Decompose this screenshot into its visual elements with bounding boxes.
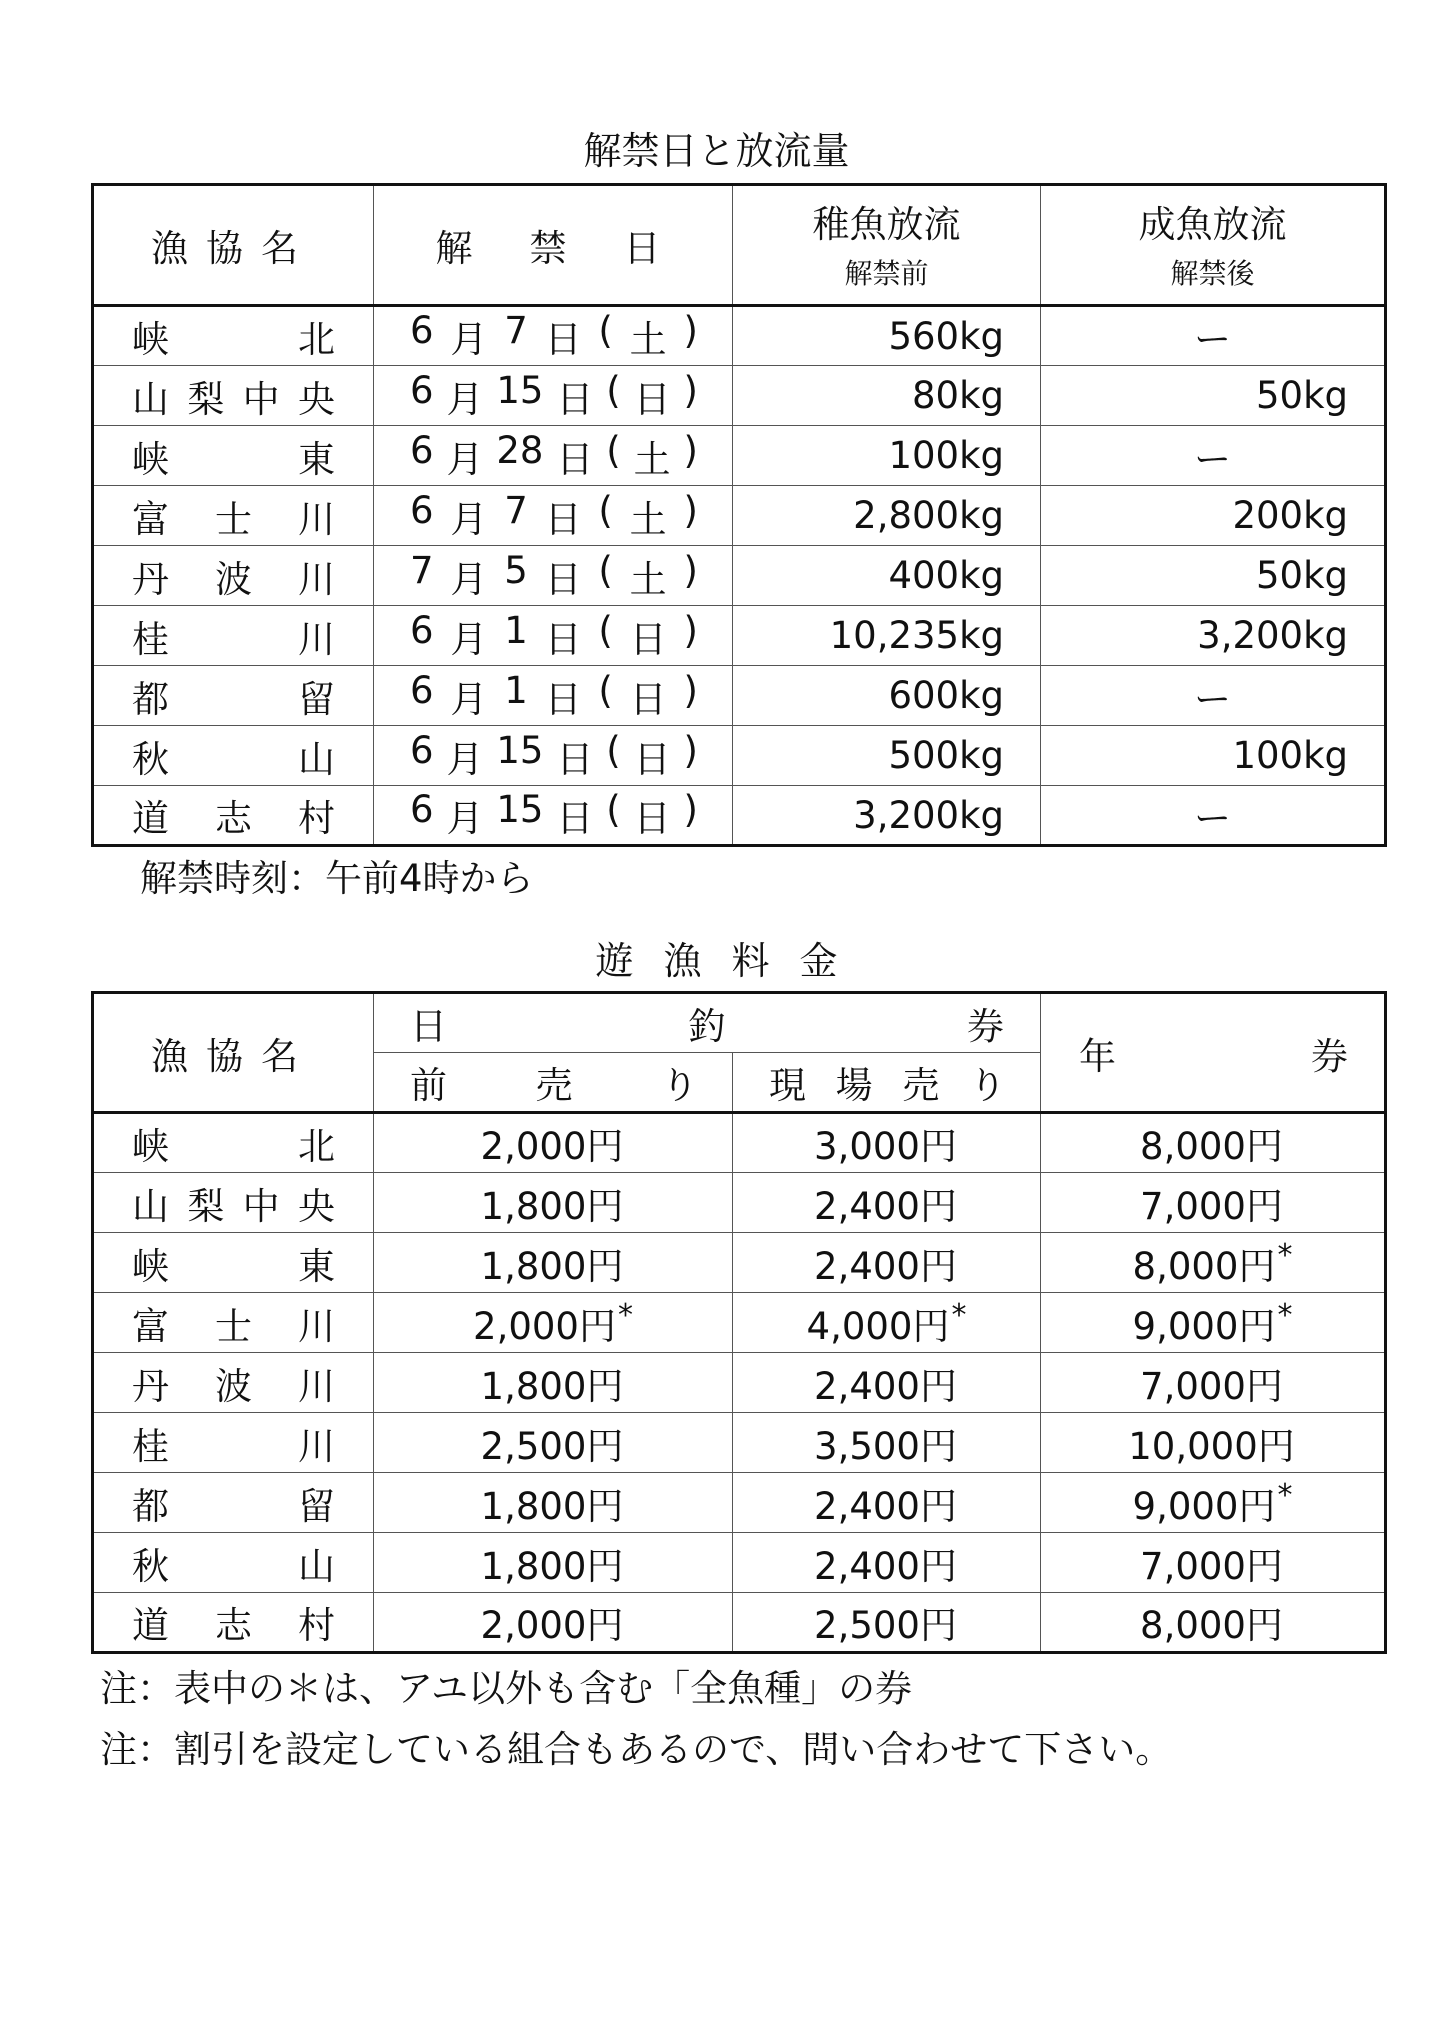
juvenile-release-cell: 560kg xyxy=(733,306,1041,366)
advance-fee-cell-value: 2,500円 xyxy=(480,1424,624,1468)
advance-fee-cell xyxy=(374,1533,733,1593)
date-part: 6 xyxy=(410,309,434,352)
date-part: ) xyxy=(683,548,698,592)
union-name-char: 都 xyxy=(132,677,169,721)
date-part: 6 xyxy=(410,428,434,472)
juvenile-release-cell: 400kg xyxy=(733,546,1041,606)
advance-fee-cell xyxy=(374,1473,733,1533)
date-part: ) xyxy=(683,428,698,472)
date-part: ( xyxy=(598,309,613,352)
date-part: 月 xyxy=(450,617,488,661)
onsite-fee-cell-value: 2,400円 xyxy=(814,1244,957,1288)
annual-fee-cell xyxy=(1041,1533,1386,1593)
header-juvenile-label: 稚魚放流 xyxy=(812,203,961,246)
date-part: 月 xyxy=(450,318,488,361)
header-juvenile-sub: 解禁前 xyxy=(844,257,929,290)
header-advance-sale xyxy=(374,1053,733,1113)
header-union-name: 漁協名 xyxy=(93,185,374,306)
annual-fee-cell-value: 8,000円 xyxy=(1140,1604,1283,1647)
fee-note-all-species: 注：表中の＊は、アユ以外も含む「全魚種」の券 xyxy=(100,1667,913,1710)
onsite-sale-char: 現 xyxy=(769,1064,806,1107)
union-name-cell xyxy=(93,1233,374,1293)
table-row xyxy=(93,786,1386,846)
date-part: 7 xyxy=(504,309,528,352)
date-part: 日 xyxy=(556,377,594,421)
union-name-char: 川 xyxy=(298,1424,335,1468)
adult-release-cell: 50kg xyxy=(1041,546,1386,606)
onsite-fee-cell xyxy=(733,1533,1041,1593)
onsite-fee-cell xyxy=(733,1413,1041,1473)
union-name-cell xyxy=(93,1353,374,1413)
union-name-char: 村 xyxy=(298,797,335,840)
union-name-cell xyxy=(93,666,374,726)
union-name-char: 秋 xyxy=(132,1544,169,1588)
date-part: 15 xyxy=(496,788,544,831)
advance-fee-cell xyxy=(374,1113,733,1173)
header-adult-release xyxy=(1041,185,1386,306)
date-part: 日 xyxy=(629,677,667,721)
union-name-char: 峡 xyxy=(132,437,169,481)
table-row xyxy=(93,1353,1386,1413)
union-name-char: 都 xyxy=(132,1484,169,1528)
adult-release-cell: ー xyxy=(1041,786,1386,846)
header-adult-sub: 解禁後 xyxy=(1170,257,1255,290)
release-date-cell xyxy=(374,726,733,786)
table-row xyxy=(93,1233,1386,1293)
onsite-fee-cell-value: 2,500円 xyxy=(814,1604,957,1647)
release-date-cell xyxy=(374,306,733,366)
date-part: 6 xyxy=(410,788,434,831)
annual-ticket-char: 券 xyxy=(1311,1034,1348,1078)
table-row xyxy=(93,306,1386,366)
onsite-sale-char: 売 xyxy=(902,1064,940,1107)
juvenile-release-cell: 3,200kg xyxy=(733,786,1041,846)
annual-fee-cell xyxy=(1041,1293,1386,1353)
date-part: 6 xyxy=(410,368,434,412)
adult-release-cell: ー xyxy=(1041,426,1386,486)
header-adult-label: 成魚放流 xyxy=(1138,203,1287,246)
date-part: 1 xyxy=(504,608,528,652)
juvenile-release-cell: 80kg xyxy=(733,366,1041,426)
union-name-char: 波 xyxy=(215,1364,252,1408)
union-name-char: 梨 xyxy=(187,1184,225,1228)
juvenile-release-cell: 500kg xyxy=(733,726,1041,786)
date-part: 土 xyxy=(633,437,671,481)
date-part: 日 xyxy=(544,318,582,361)
onsite-fee-cell xyxy=(733,1113,1041,1173)
union-name-char: 志 xyxy=(215,1604,252,1647)
annual-fee-cell-value: 9,000円 xyxy=(1132,1304,1276,1348)
onsite-fee-cell-value: 3,000円 xyxy=(814,1125,957,1168)
onsite-fee-cell-value: 2,400円 xyxy=(814,1184,957,1228)
onsite-fee-cell xyxy=(733,1293,1041,1353)
onsite-fee-cell-value: 2,400円 xyxy=(814,1484,957,1528)
union-name-char: 留 xyxy=(298,677,335,721)
union-name-char: 中 xyxy=(242,1184,280,1228)
adult-release-cell: 50kg xyxy=(1041,366,1386,426)
union-name-cell xyxy=(93,1593,374,1653)
advance-fee-cell-value: 1,800円 xyxy=(480,1184,624,1228)
date-part: 日 xyxy=(633,737,671,781)
date-part: ( xyxy=(598,488,613,532)
annual-fee-cell xyxy=(1041,1593,1386,1653)
table-row xyxy=(93,1413,1386,1473)
date-part: ( xyxy=(598,608,613,652)
union-name-cell xyxy=(93,1533,374,1593)
advance-fee-cell-value: 2,000円 xyxy=(480,1604,624,1647)
day-ticket-char: 券 xyxy=(967,1005,1004,1048)
table-row xyxy=(93,666,1386,726)
union-name-char: 央 xyxy=(297,377,335,421)
union-name-char: 道 xyxy=(132,1604,169,1647)
date-part: 6 xyxy=(410,728,434,772)
union-name-char: 桂 xyxy=(132,1424,169,1468)
union-name-cell xyxy=(93,1413,374,1473)
date-part: ) xyxy=(683,788,698,831)
union-name-char: 富 xyxy=(132,1304,169,1348)
juvenile-release-cell: 100kg xyxy=(733,426,1041,486)
date-part: 6 xyxy=(410,488,434,532)
header-annual-ticket xyxy=(1041,993,1386,1113)
juvenile-release-cell: 10,235kg xyxy=(733,606,1041,666)
adult-release-cell: 100kg xyxy=(1041,726,1386,786)
union-name-char: 山 xyxy=(298,737,335,781)
table-row xyxy=(93,1113,1386,1173)
union-name-char: 北 xyxy=(298,318,335,361)
release-date-cell xyxy=(374,486,733,546)
date-part: 15 xyxy=(496,368,544,412)
date-part: ( xyxy=(606,368,621,412)
union-name-char: 山 xyxy=(132,1184,169,1228)
juvenile-release-cell: 600kg xyxy=(733,666,1041,726)
date-part: 日 xyxy=(556,737,594,781)
annual-fee-cell-value: 10,000円 xyxy=(1128,1424,1295,1468)
table-row xyxy=(93,726,1386,786)
fee-note-discount: 注：割引を設定している組合もあるので、問い合わせて下さい。 xyxy=(100,1728,1173,1771)
union-name-char: 北 xyxy=(298,1125,335,1168)
date-part: 月 xyxy=(446,737,484,781)
header-release-date: 解 禁 日 xyxy=(374,185,733,306)
fee-table-title: 遊漁料金 xyxy=(595,939,868,983)
union-name-char: 峡 xyxy=(132,1244,169,1288)
union-name-char: 東 xyxy=(298,437,335,481)
advance-fee-cell-value: 2,000円 xyxy=(480,1125,624,1168)
union-name-cell xyxy=(93,426,374,486)
date-part: ) xyxy=(683,668,698,712)
day-ticket-char: 日 xyxy=(410,1005,447,1048)
union-name-char: 丹 xyxy=(132,1364,169,1408)
juvenile-release-cell: 2,800kg xyxy=(733,486,1041,546)
date-part: 6 xyxy=(410,668,434,712)
table-row xyxy=(93,546,1386,606)
onsite-fee-cell xyxy=(733,1173,1041,1233)
date-part: ( xyxy=(598,668,613,712)
fee-table xyxy=(91,991,1387,1654)
date-part: ) xyxy=(683,368,698,412)
union-name-cell xyxy=(93,366,374,426)
annual-fee-cell-value: 8,000円 xyxy=(1132,1244,1276,1288)
advance-fee-cell-value: 2,000円 xyxy=(473,1304,616,1348)
table-row xyxy=(93,1473,1386,1533)
advance-fee-cell xyxy=(374,1173,733,1233)
date-part: 土 xyxy=(629,318,667,361)
advance-fee-cell-value: 1,800円 xyxy=(480,1544,624,1588)
union-name-cell xyxy=(93,486,374,546)
annual-fee-cell-value: 9,000円 xyxy=(1132,1484,1276,1528)
union-name-char: 川 xyxy=(298,617,335,661)
date-part: 月 xyxy=(446,377,484,421)
union-name-char: 央 xyxy=(297,1184,335,1228)
advance-sale-char: り xyxy=(661,1064,698,1107)
date-part: 5 xyxy=(504,548,528,592)
date-part: ) xyxy=(683,728,698,772)
advance-fee-cell xyxy=(374,1413,733,1473)
table-row xyxy=(93,366,1386,426)
annual-fee-cell xyxy=(1041,1473,1386,1533)
union-name-char: 川 xyxy=(298,497,335,541)
date-part: ( xyxy=(606,788,621,831)
all-species-asterisk: * xyxy=(617,1297,633,1333)
table-row xyxy=(93,606,1386,666)
advance-sale-char: 前 xyxy=(410,1064,447,1107)
annual-fee-cell xyxy=(1041,1413,1386,1473)
date-part: 15 xyxy=(496,728,544,772)
release-date-cell xyxy=(374,786,733,846)
date-part: 土 xyxy=(629,497,667,541)
date-part: ) xyxy=(683,608,698,652)
release-time-note: 解禁時刻：午前4時から xyxy=(140,857,534,900)
date-part: 月 xyxy=(446,437,484,481)
union-name-char: 村 xyxy=(298,1604,335,1647)
release-date-cell xyxy=(374,666,733,726)
release-table xyxy=(91,183,1387,847)
union-name-cell xyxy=(93,546,374,606)
all-species-asterisk: * xyxy=(951,1297,967,1333)
header-onsite-sale xyxy=(733,1053,1041,1113)
date-part: 日 xyxy=(629,617,667,661)
advance-sale-char: 売 xyxy=(535,1064,573,1107)
annual-fee-cell-value: 7,000円 xyxy=(1140,1184,1283,1228)
union-name-char: 志 xyxy=(215,797,252,840)
fee-header-union-name: 漁協名 xyxy=(93,993,374,1113)
onsite-fee-cell-value: 2,400円 xyxy=(814,1544,957,1588)
union-name-char: 梨 xyxy=(187,377,225,421)
union-name-cell xyxy=(93,1113,374,1173)
union-name-char: 峡 xyxy=(132,318,169,361)
annual-fee-cell-value: 7,000円 xyxy=(1140,1544,1283,1588)
annual-ticket-char: 年 xyxy=(1079,1034,1116,1078)
advance-fee-cell-value: 1,800円 xyxy=(480,1244,624,1288)
union-name-char: 中 xyxy=(242,377,280,421)
onsite-sale-char: り xyxy=(968,1064,1006,1107)
adult-release-cell: ー xyxy=(1041,666,1386,726)
table-row xyxy=(93,1293,1386,1353)
union-name-char: 川 xyxy=(298,557,335,601)
date-part: 月 xyxy=(450,677,488,721)
advance-fee-cell xyxy=(374,1593,733,1653)
annual-fee-cell-value: 8,000円 xyxy=(1140,1125,1283,1168)
union-name-cell xyxy=(93,726,374,786)
adult-release-cell: ー xyxy=(1041,306,1386,366)
onsite-fee-cell xyxy=(733,1353,1041,1413)
annual-fee-cell xyxy=(1041,1353,1386,1413)
date-part: ( xyxy=(606,428,621,472)
header-juvenile-release xyxy=(733,185,1041,306)
union-name-cell xyxy=(93,1173,374,1233)
annual-fee-cell xyxy=(1041,1233,1386,1293)
table-row xyxy=(93,1173,1386,1233)
date-part: 土 xyxy=(629,557,667,601)
union-name-char: 富 xyxy=(132,497,169,541)
date-part: ) xyxy=(683,488,698,532)
date-part: ( xyxy=(598,548,613,592)
date-part: 日 xyxy=(556,797,594,840)
date-part: 日 xyxy=(544,617,582,661)
date-part: ) xyxy=(683,309,698,352)
union-name-char: 秋 xyxy=(132,737,169,781)
date-part: 6 xyxy=(410,608,434,652)
adult-release-cell: 200kg xyxy=(1041,486,1386,546)
table-row xyxy=(93,1593,1386,1653)
union-name-cell xyxy=(93,1473,374,1533)
all-species-asterisk: * xyxy=(1277,1477,1293,1513)
union-name-cell xyxy=(93,1293,374,1353)
union-name-char: 道 xyxy=(132,797,169,840)
union-name-cell xyxy=(93,606,374,666)
onsite-fee-cell xyxy=(733,1473,1041,1533)
date-part: 日 xyxy=(544,497,582,541)
date-part: 1 xyxy=(504,668,528,712)
advance-fee-cell-value: 1,800円 xyxy=(480,1484,624,1528)
release-date-cell xyxy=(374,426,733,486)
date-part: 日 xyxy=(544,677,582,721)
advance-fee-cell xyxy=(374,1293,733,1353)
union-name-cell xyxy=(93,306,374,366)
release-date-cell xyxy=(374,546,733,606)
union-name-char: 山 xyxy=(132,377,169,421)
onsite-fee-cell xyxy=(733,1593,1041,1653)
adult-release-cell: 3,200kg xyxy=(1041,606,1386,666)
release-table-title: 解禁日と放流量 xyxy=(583,129,850,173)
all-species-asterisk: * xyxy=(1277,1237,1293,1273)
advance-fee-cell xyxy=(374,1233,733,1293)
table-row xyxy=(93,426,1386,486)
union-name-char: 峡 xyxy=(132,1125,169,1168)
onsite-fee-cell-value: 2,400円 xyxy=(814,1364,957,1408)
day-ticket-char: 釣 xyxy=(688,1005,726,1048)
union-name-char: 丹 xyxy=(132,557,169,601)
advance-fee-cell xyxy=(374,1353,733,1413)
date-part: 日 xyxy=(556,437,594,481)
all-species-asterisk: * xyxy=(1277,1297,1293,1333)
date-part: 28 xyxy=(496,428,544,472)
union-name-char: 留 xyxy=(298,1484,335,1528)
union-name-char: 士 xyxy=(215,1304,252,1348)
date-part: ( xyxy=(606,728,621,772)
union-name-char: 川 xyxy=(298,1364,335,1408)
table-row xyxy=(93,1533,1386,1593)
onsite-sale-char: 場 xyxy=(835,1064,873,1107)
union-name-cell xyxy=(93,786,374,846)
table-row xyxy=(93,486,1386,546)
date-part: 日 xyxy=(633,377,671,421)
header-day-ticket xyxy=(374,993,1041,1053)
union-name-char: 波 xyxy=(215,557,252,601)
advance-fee-cell-value: 1,800円 xyxy=(480,1364,624,1408)
onsite-fee-cell-value: 3,500円 xyxy=(814,1424,957,1468)
date-part: 日 xyxy=(633,797,671,840)
date-part: 月 xyxy=(450,557,488,601)
union-name-char: 東 xyxy=(298,1244,335,1288)
date-part: 日 xyxy=(544,557,582,601)
date-part: 7 xyxy=(410,548,434,592)
union-name-char: 川 xyxy=(298,1304,335,1348)
onsite-fee-cell-value: 4,000円 xyxy=(806,1304,950,1348)
date-part: 月 xyxy=(450,497,488,541)
date-part: 7 xyxy=(504,488,528,532)
union-name-char: 山 xyxy=(298,1544,335,1588)
annual-fee-cell xyxy=(1041,1173,1386,1233)
release-date-cell xyxy=(374,366,733,426)
release-date-cell xyxy=(374,606,733,666)
onsite-fee-cell xyxy=(733,1233,1041,1293)
union-name-char: 士 xyxy=(215,497,252,541)
date-part: 月 xyxy=(446,797,484,840)
annual-fee-cell xyxy=(1041,1113,1386,1173)
union-name-char: 桂 xyxy=(132,617,169,661)
annual-fee-cell-value: 7,000円 xyxy=(1140,1364,1283,1408)
